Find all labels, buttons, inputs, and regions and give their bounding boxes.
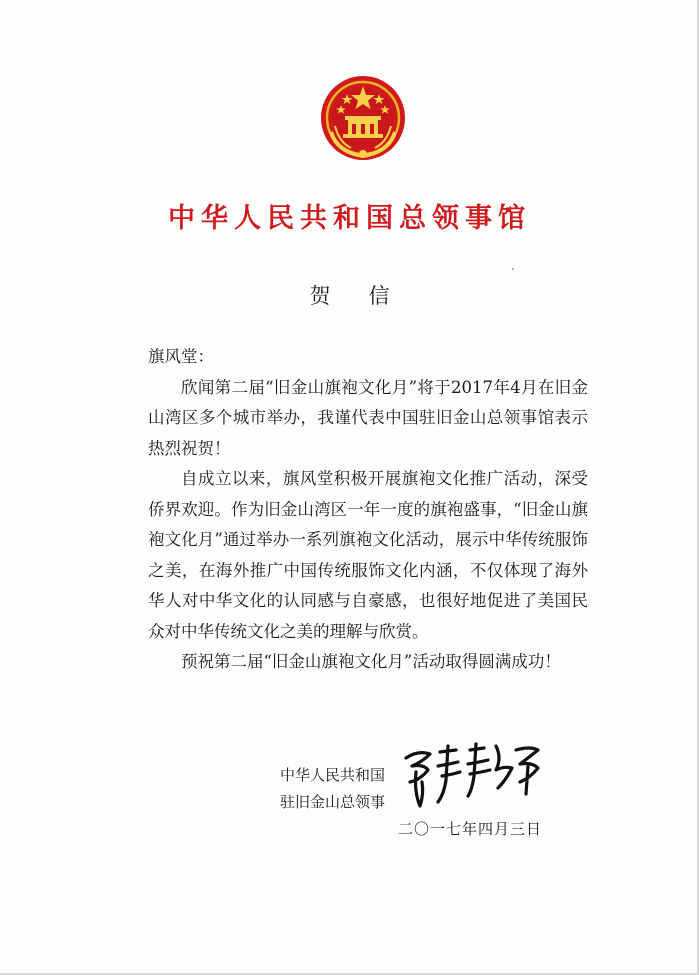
paragraph-1: 欣闻第二届“旧金山旗袍文化月”将于2017年4月在旧金山湾区多个城市举办，我谨代表中国驻旧金山总领事馆表示热烈祝贺！: [148, 377, 588, 458]
signatory-org-line-1: 中华人民共和国: [280, 766, 386, 784]
national-emblem-icon: [317, 72, 409, 164]
letter-heading: 贺信: [309, 284, 428, 308]
letter-body: [148, 342, 588, 678]
handwritten-signature-icon: [398, 736, 548, 814]
paragraph-2: 自成立以来，旗风堂积极开展旗袍文化推广活动，深受侨界欢迎。作为旧金山湾区一年一度的旗袍盛事，“旧金山旗袍文化月”通过举办一系列旗袍文化活动，展示中华传统服饰之美，在海外推广中国传统服饰文化内涵，不仅体现了海外华人对中华文化的认同感与自豪感，也很好地促进了美国民众对中华传统文化之美的理解与欣赏。: [148, 469, 588, 641]
scan-speck: [512, 268, 514, 270]
letter-date: 二〇一七年四月三日: [398, 820, 543, 838]
consulate-title: 中华人民共和国总领事馆: [168, 203, 531, 234]
salutation: 旗风堂：: [148, 347, 214, 366]
signatory-org-line-2: 驻旧金山总领事: [280, 793, 386, 811]
signatory-org: [280, 762, 385, 816]
paragraph-3: 预祝第二届“旧金山旗袍文化月”活动取得圆满成功！: [181, 652, 561, 671]
